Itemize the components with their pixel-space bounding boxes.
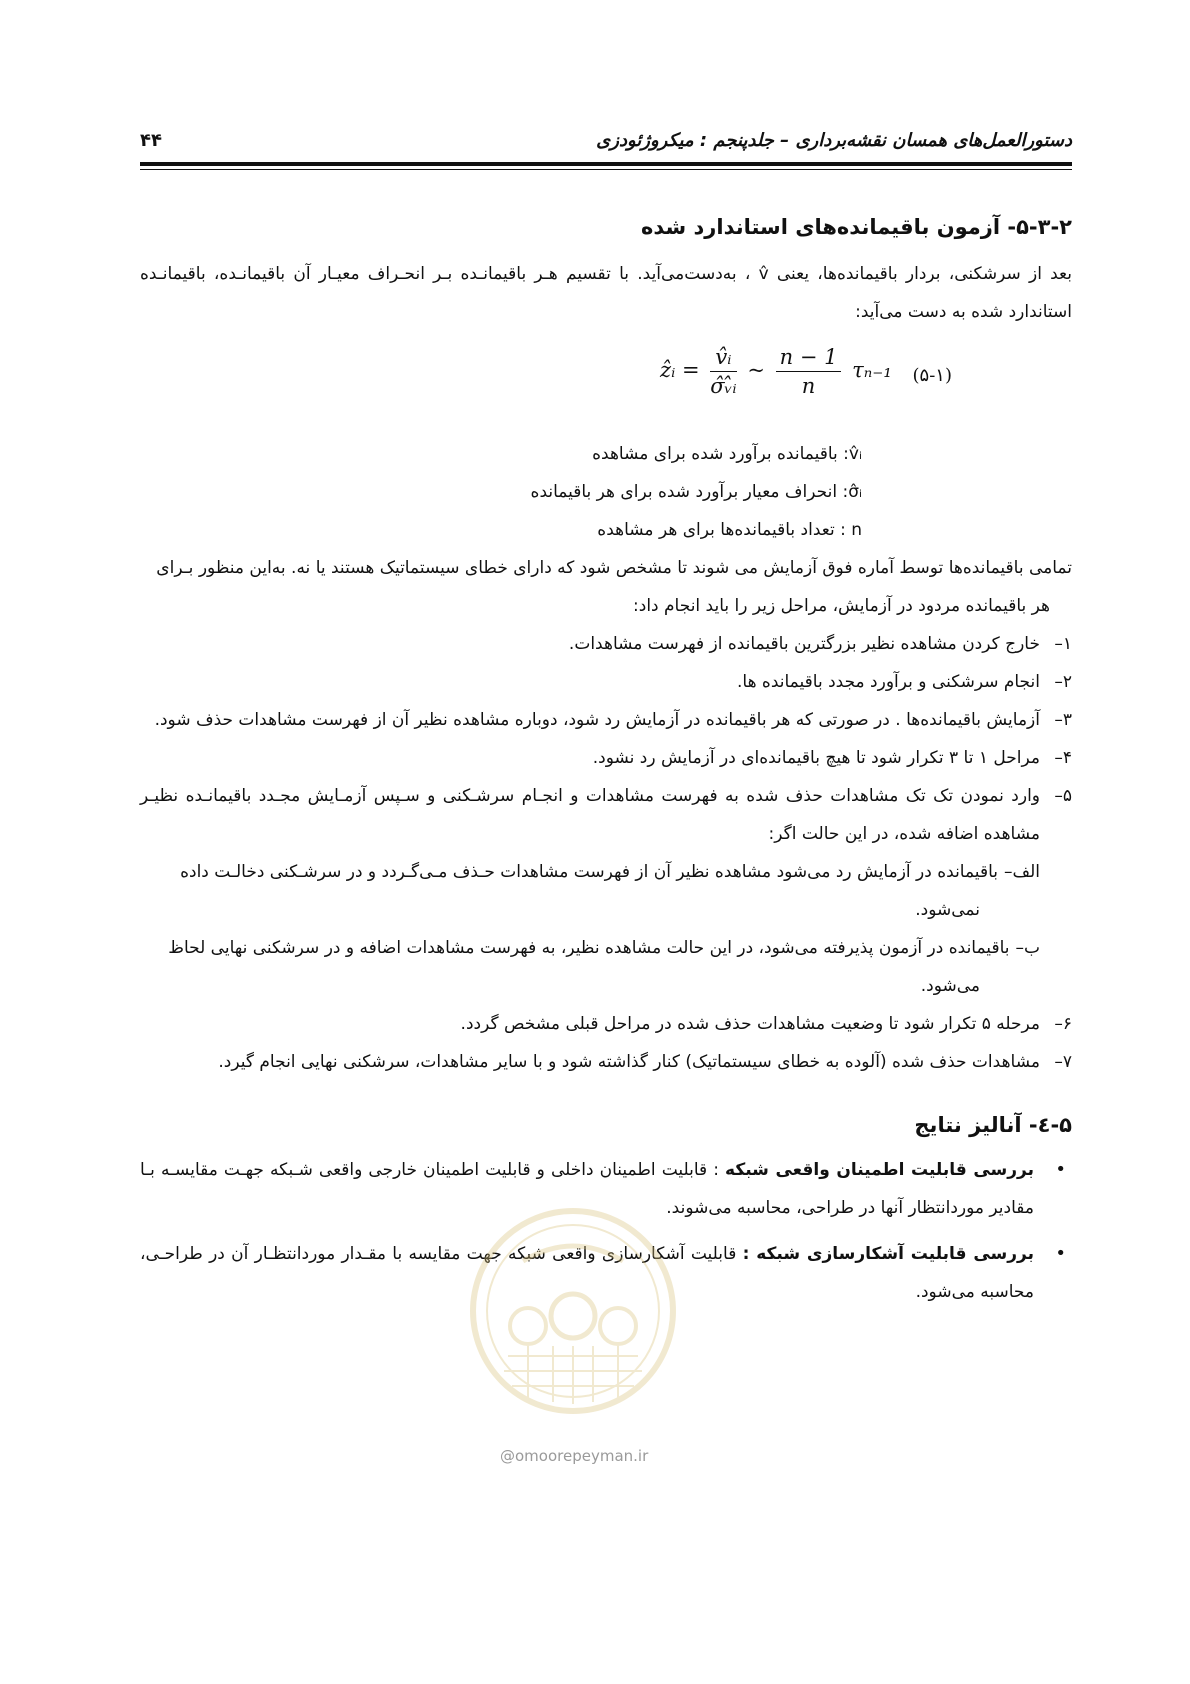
page-number: ۴۴	[140, 130, 162, 151]
watermark-site-text: @omoorepeyman.ir	[500, 1447, 649, 1465]
step-item	[140, 663, 1072, 701]
watermark-logo-icon	[468, 1206, 678, 1416]
step-item	[140, 1005, 1072, 1043]
bullet-title: بررسی قابلیت آشکارسازی شبکه :	[742, 1244, 1034, 1264]
bullet-text: : قابلیت اطمینان داخلی و قابلیت اطمینان خارجی واقعی شـبکه جهـت مقایسـه بـا مقادیر موردانتظار آنها در طراحی، محاسبه می‌شوند.	[140, 1160, 1034, 1218]
sub-item-text-cont: نمی‌شود.	[915, 900, 980, 920]
step-number: ۴–	[1054, 748, 1072, 768]
sub-item-alef	[140, 853, 1072, 929]
step-number: ۷–	[1054, 1052, 1072, 1072]
page-header	[140, 124, 1072, 164]
step-item	[140, 701, 1072, 739]
definitions	[140, 435, 1072, 549]
procedure-paragraph: تمامی باقیمانده‌ها توسط آماره فوق آزمایش می شوند تا مشخص شود که دارای خطای سیستماتیک هستند یا نه. به‌این منظور بـرای	[156, 558, 1072, 578]
definition-item: n : تعداد باقیمانده‌ها برای هر مشاهده	[597, 520, 862, 540]
header-rule-thin	[140, 169, 1072, 170]
sub-item-text: باقیمانده در آزمون پذیرفته می‌شود، در این حالت مشاهده نظیر، به فهرست مشاهدات اضافه و در سرشکنی نهایی لحاظ	[168, 938, 1010, 958]
equation-lhs: ẑᵢ =	[660, 358, 700, 382]
header-rule-thick	[140, 162, 1072, 166]
equation-number: (۵-۱)	[912, 365, 952, 386]
step-text: انجام سرشکنی و برآورد مجدد باقیمانده ها.	[736, 672, 1040, 692]
equation-expression	[660, 345, 892, 398]
intro-paragraph: بعد از سرشکنی، بردار باقیمانده‌ها، یعنی v̂ ، به‌دست‌می‌آید. با تقسیم هـر باقیمانـده بـر انحـراف معیـار آن باقیمانـده، باقیمانـده استاندارد شده به دست می‌آید:	[140, 264, 1072, 322]
definition-item: σ̂ᵢ: انحراف معیار برآورد شده برای هر باقیمانده	[530, 482, 862, 502]
definition-item: v̂ᵢ: باقیمانده برآورد شده برای مشاهده	[592, 444, 862, 464]
sub-item-label: الف–	[1003, 862, 1040, 882]
step-number: ۲–	[1054, 672, 1072, 692]
step-text: مراحل ۱ تا ۳ تکرار شود تا هیچ باقیمانده‌ای در آزمایش رد نشود.	[592, 748, 1040, 768]
step-number: ۶–	[1054, 1014, 1072, 1034]
running-title: دستورالعمل‌های همسان نقشه‌برداری – جلدپنجم : میکروژئودزی	[596, 130, 1072, 151]
sub-item-label: ب–	[1015, 938, 1040, 958]
fraction-numerator: v̂ᵢ	[710, 345, 736, 372]
sub-item-be	[140, 929, 1072, 1005]
procedure-steps	[140, 625, 1072, 853]
step-number: ۱–	[1054, 634, 1072, 654]
step-number: ۵–	[1054, 786, 1072, 806]
step-item	[140, 777, 1072, 853]
step-item	[140, 625, 1072, 663]
sub-item-text-cont: می‌شود.	[920, 976, 980, 996]
section-heading-residual-test: ۵-۳-۲- آزمون باقیمانده‌های استاندارد شده	[641, 215, 1072, 239]
fraction-residual	[710, 345, 736, 398]
step-item	[140, 1043, 1072, 1081]
page-body	[140, 205, 1072, 1311]
sub-item-text: باقیمانده در آزمایش رد می‌شود مشاهده نظیر آن از فهرست مشاهدات حـذف مـی‌گـردد و در سرشـکنی دخالـت داده	[180, 862, 998, 882]
bullet-icon: •	[1055, 1243, 1066, 1264]
approx-symbol: ~	[747, 358, 765, 382]
step-text: وارد نمودن تک تک مشاهدات حذف شده به فهرست مشاهدات و انجـام سرشـکنی و سـپس آزمـایش مجـدد باقیمانـده نظیـر مشاهده اضافه شده، در این حالت اگر:	[140, 786, 1040, 844]
procedure-paragraph-cont: هر باقیمانده مردود در آزمایش، مراحل زیر را باید انجام داد:	[633, 596, 1050, 616]
fraction-n	[776, 345, 842, 398]
step-text: مرحله ۵ تکرار شود تا وضعیت مشاهدات حذف شده در مراحل قبلی مشخص گردد.	[460, 1014, 1040, 1034]
bullet-icon: •	[1055, 1159, 1066, 1180]
step-text: مشاهدات حذف شده (آلوده به خطای سیستماتیک) کنار گذاشته شود و با سایر مشاهدات، سرشکنی نهایی انجام گیرد.	[218, 1052, 1040, 1072]
fraction-denominator: σ̂ᵥ̂ᵢ	[710, 374, 737, 398]
step-number: ۳–	[1054, 710, 1072, 730]
bullet-text: قابلیت آشکارسازی واقعی شبکه جهت مقایسه با مقـدار موردانتظـار آن در طراحـی، محاسبه می‌شود.	[140, 1244, 1034, 1302]
tau-term: τₙ₋₁	[852, 358, 892, 382]
section-heading-results-analysis: ۵-٤- آنالیز نتایج	[914, 1113, 1072, 1137]
procedure-steps-continued	[140, 1005, 1072, 1081]
fraction-numerator: n − 1	[776, 345, 842, 372]
equation-5-1	[140, 335, 1072, 431]
fraction-denominator: n	[801, 374, 816, 398]
step-text: خارج کردن مشاهده نظیر بزرگترین باقیمانده از فهرست مشاهدات.	[568, 634, 1040, 654]
step-item	[140, 739, 1072, 777]
step-text: آزمایش باقیمانده‌ها . در صورتی که هر باقیمانده در آزمایش رد شود، دوباره مشاهده نظیر آن از فهرست مشاهدات حذف شود.	[154, 710, 1040, 730]
bullet-title: بررسی قابلیت اطمینان واقعی شبکه	[725, 1160, 1034, 1180]
